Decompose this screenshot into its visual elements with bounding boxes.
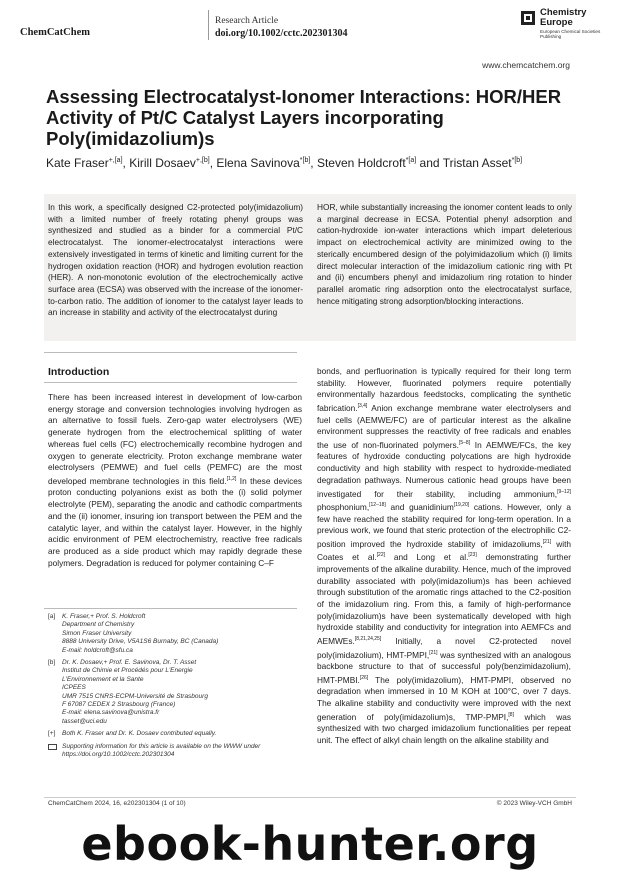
- body-text: with Coates et al.: [317, 538, 571, 563]
- footnote-item: [48, 730, 302, 738]
- footnote-line: K. Fraser,+ Prof. S. Holdcroft: [62, 613, 146, 620]
- divider: [44, 382, 297, 383]
- citation-ref[interactable]: [12–18]: [369, 502, 386, 509]
- citation-ref[interactable]: [5–8]: [458, 439, 471, 446]
- author-name: Kirill Dosaev: [129, 156, 196, 170]
- body-text: demonstrating further improvements of the alkaline durability. Hence, much of the improved durability associated with poly(imidazolium)s has been achieved through substitution of the aromatic rings attached to the C2-position of the imidazolium ring. From this, a family of high-performance poly(imidazolium)s have been systematically developed with high hydroxide stability and conductivity for integration into AEMFCs and AEMWEs.: [317, 552, 571, 646]
- citation-ref[interactable]: [22]: [376, 552, 386, 559]
- author-affiliation: +,[b]: [195, 157, 210, 164]
- article-title: Assessing Electrocatalyst-Ionomer Interactions: HOR/HER Activity of Pt/C Catalyst Layers incorporating Poly(imidazolium)s: [46, 86, 562, 149]
- watermark: ebook-hunter.org: [81, 817, 539, 871]
- footnote-line: Both K. Fraser and Dr. K. Dosaev contributed equally.: [62, 730, 217, 738]
- footnote-line: Department of Chemistry: [62, 621, 135, 629]
- author-list: Kate Fraser$^{+,[a]}$, Kirill Dosaev$^{+,[b]}$, Elena Savinova$^{*[b]}$, Steven Holdcroft$^{*[a]}$ and Tristan Asset$^{*[b]}$: [46, 156, 523, 170]
- body-text: which was synthesized with two charged imidazolium functionalities per repeat unit. The effect of alkyl chain length on the alkaline stability and: [317, 711, 571, 745]
- citation-ref[interactable]: [21]: [429, 649, 438, 656]
- abstract-column-2: HOR, while substantially increasing the ionomer content leads to only a marginal decrease in ECSA. Potential phenyl adsorption and cation-hydroxide ion-water interactions which impart deleterious impact on electrochemical activity are minimized owing to the sterically encumbered design of the polyimidazolium which (i) limits direct molecular interaction of the imidazolium cationic ring with Pt and (ii) encumbers phenyl and imidazolium ring rotation to hinder parallel aromatic ring adsorption onto the electrocatalyst surface, hence mitigating strong adsorption/blocking interactions.: [317, 202, 572, 306]
- body-text: The poly(imidazolium), HMT-PMPI, observed no degradation when immersed in 10 M KOH at 100°C, over 7 days. The alkaline stability and conductivity were improved with the next generation of poly(imidazolium)s, TMP-PMPI,: [317, 674, 571, 722]
- footnote-line: ICPEES: [62, 684, 86, 692]
- chemistry-europe-logo-icon: [520, 10, 536, 26]
- article-type: Research Article: [215, 16, 279, 26]
- intro-right-column: [317, 366, 571, 746]
- body-text: phosphonium,: [317, 501, 370, 512]
- citation-ref[interactable]: [9–12]: [557, 488, 571, 495]
- page-header: [0, 0, 620, 50]
- footnote-tag: [a]: [48, 613, 56, 620]
- body-text: and guanidinium: [385, 501, 454, 512]
- author-affiliation: *[a]: [405, 157, 417, 164]
- body-text: and Long et al.: [385, 552, 469, 563]
- body-text: cations. However, only a few have reached the stability required for long-term operation. In a previous work, we found that steric protection of the electrophilic C2-position improved the hydroxide stability of imidazoliums,: [317, 501, 571, 549]
- citation-ref[interactable]: [8]: [508, 711, 514, 718]
- footnote-line: 8888 University Drive, V5A1S6 Burnaby, BC (Canada): [62, 638, 219, 646]
- footnote-text: [62, 613, 302, 655]
- footnotes: [48, 613, 302, 764]
- citation-ref[interactable]: [21]: [542, 538, 552, 545]
- abstract-column-1: In this work, a specifically designed C2-protected poly(imidazolium) with a limited number of freely rotating phenyl groups was synthesized and studied as a binder for a commercial Pt/C electrocatalyst. The ionomer-electrocatalyst interactions were extensively investigated in terms of kinetic and limiting current for the hydrogen oxidation reaction (HOR) and hydrogen evolution reaction (HER). A non-monotonic evolution of the electrochemically active surface area (ECSA) was observed with the increase of the ionomer-to-carbon ratio. The addition of ionomer to the catalyst layer leads to an increase in stability and activity of the electrocatalyst during: [48, 202, 303, 318]
- footnote-text: [62, 659, 302, 726]
- footnote-line: Institut de Chimie et Procédés pour L'Energie: [62, 667, 193, 675]
- body-text: bonds, and perfluorination is typically required for their long term stability. However, fluorinated polymers require potentially environmentally hazardous feedstocks, complicating the synthetic fabrication.: [317, 366, 571, 413]
- footnote-tag: [+]: [48, 730, 56, 738]
- footnote-line: Dr. K. Dosaev,+ Prof. E. Savinova, Dr. T. Asset: [62, 659, 197, 667]
- author-affiliation: *[b]: [511, 157, 523, 164]
- footnote-line: E-mail: elena.savinova@unistra.fr: [62, 709, 160, 717]
- publisher-name: Chemistry Europe: [540, 7, 587, 28]
- footnote-divider: [44, 608, 297, 609]
- author-affiliation: *[b]: [299, 157, 311, 164]
- author-and: and: [416, 156, 443, 170]
- footer-divider: [44, 797, 576, 798]
- footnote-item: [48, 659, 302, 726]
- journal-name: ChemCatChem: [20, 27, 90, 38]
- footnote-item: [48, 743, 302, 760]
- footer-citation: ChemCatChem 2024, 16, e202301304 (1 of 10): [48, 800, 186, 807]
- footnote-line: tasset@uci.edu: [62, 717, 107, 725]
- footnote-item: [48, 613, 302, 655]
- footnote-line: E-mail: holdcroft@sfu.ca: [62, 646, 133, 654]
- footnote-line: L'Environnement et la Sante: [62, 675, 144, 683]
- publisher-subtitle: European Chemical Societies Publishing: [540, 29, 601, 40]
- section-heading: Introduction: [48, 366, 110, 378]
- footnote-line: UMR 7515 CNRS-ECPM-Université de Strasbourg: [62, 692, 208, 700]
- body-text: In these devices proton conducting polyanions exist as both the (i) solid polymer electrolyte (PEM), separating the anodic and cathodic compartments and the (ii) ionomer, insuring ion transport between the PEM and the catalytic layer, and within the catalyst layer. However, in the highly acidic environment of PEM electrochemistry, reactive free radicals are produced as a side product which may rapidly degrade these polymers. Degradation is reduced for polymer containing C–F: [48, 475, 302, 568]
- body-text: There has been increased interest in development of low-carbon energy storage and conversion technologies involving hydrogen as an alternative to fossil fuels. Zero-gap water electrolysers (WE) generate hydrogen from the electrochemical splitting of water whereas fuel cells (FC) electrochemically recombine hydrogen and oxygen to generate electricity. Proton exchange membrane water electrolysers (PEMWE) and fuel cells (PEMFC) are the most developed membrane technologies in this field.: [48, 392, 302, 486]
- header-divider: [208, 10, 209, 40]
- divider: [44, 352, 297, 353]
- author-name: Kate Fraser: [46, 156, 109, 170]
- body-text: was synthesized with an analogous backbone structure to that of successful poly(benzimidazolium), HMT-PMBI.: [317, 649, 571, 685]
- body-text: Anion exchange membrane water electrolysers and fuel cells (AEMWE/FC) are of particular interest as the alkaline environment suppresses the reactivity of free radicals and enables the use of non-fluorinated polymers.: [317, 402, 571, 450]
- citation-ref[interactable]: [3,4]: [357, 403, 368, 410]
- author-name: Elena Savinova: [216, 156, 300, 170]
- footnote-line: Simon Fraser University: [62, 629, 132, 637]
- author-name: Tristan Asset: [442, 156, 512, 170]
- supporting-info-icon: [48, 743, 62, 760]
- footnote-line: F 67087 CEDEX 2 Strasbourg (France): [62, 701, 176, 709]
- footnote-text: [62, 743, 302, 760]
- citation-ref[interactable]: [23]: [468, 552, 477, 559]
- citation-ref[interactable]: [19,20]: [453, 502, 470, 509]
- author-name: Steven Holdcroft: [316, 156, 406, 170]
- body-text: In AEMWE/FCs, the key features of hydroxide conducting polycations are high hydroxide conductivity and high stability with respect to hydroxide-mediated degradation pathways. Numerous cationic head groups have been investigated for their stability, including ammonium,: [317, 439, 571, 499]
- citation-ref[interactable]: [8,21,24,25]: [354, 636, 382, 643]
- footer-copyright: © 2023 Wiley-VCH GmbH: [496, 800, 572, 807]
- body-text: Initially, a novel C2-protected novel poly(imidazolium), HMT-PMPI,: [317, 635, 571, 660]
- author-affiliation: +,[a]: [108, 157, 123, 164]
- journal-website[interactable]: www.chemcatchem.org: [482, 60, 570, 70]
- doi-link[interactable]: doi.org/10.1002/cctc.202301304: [215, 28, 348, 39]
- citation-ref[interactable]: [26]: [359, 674, 369, 681]
- footnote-text: [62, 730, 302, 738]
- citation-ref[interactable]: [1,2]: [226, 475, 237, 482]
- monitor-icon: [48, 744, 57, 750]
- footnote-line: Supporting information for this article is available on the WWW under https://doi.org/10.1002/cctc.202301304: [62, 742, 261, 759]
- intro-left-column: [48, 392, 302, 569]
- footnote-tag: [b]: [48, 659, 56, 667]
- abstract-box: [44, 194, 576, 341]
